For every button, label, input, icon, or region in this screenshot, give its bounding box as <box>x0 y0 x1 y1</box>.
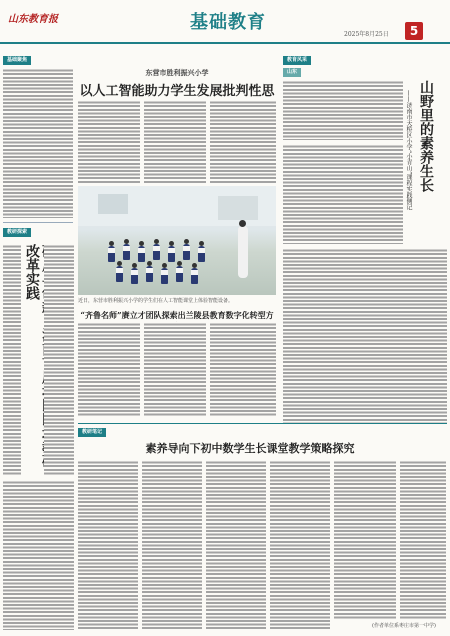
left-top-article-text <box>3 68 73 218</box>
right-feature-text-a <box>283 144 403 244</box>
main-kicker: 东营市胜利振兴小学 <box>145 68 209 77</box>
section-title: 基础教育 <box>190 12 266 33</box>
bottom-text-col1 <box>78 460 138 630</box>
sub-text-col2 <box>144 322 206 417</box>
bottom-text-col2 <box>142 460 202 630</box>
right-feature-title: 山野里的素养生长 <box>418 80 434 192</box>
left-bottom-text <box>3 480 74 630</box>
sub-text-col1 <box>78 322 140 417</box>
issue-date: 2025年8月25日 <box>344 31 389 38</box>
sub-text-col3 <box>210 322 276 417</box>
masthead <box>0 0 450 44</box>
right-feature-text-b <box>283 248 447 423</box>
main-text-col3 <box>210 100 276 184</box>
divider <box>78 423 447 424</box>
bottom-text-col5 <box>334 460 396 620</box>
classroom-photo <box>78 186 276 295</box>
bottom-text-col3 <box>206 460 266 630</box>
bottom-title: 素养导向下初中数学生长课堂教学策略探究 <box>145 442 355 455</box>
left-feature-title: 改革实践 <box>24 244 40 300</box>
right-feature-subtitle: ——济南市天桥区小学“小青山”课程实践侧记 <box>405 90 412 211</box>
page-number: 5 <box>405 22 423 40</box>
tag-right-top: 教育风采 <box>283 56 311 65</box>
photo-caption: 近日，东营市胜利振兴小学的学生们在人工智能课堂上体验智能设备。 <box>78 298 234 304</box>
tag-left-top: 基础聚焦 <box>3 56 31 65</box>
author-credit: (作者单位系枣庄市第一中学) <box>372 623 436 629</box>
left-feature-text <box>44 244 74 476</box>
sub-article-title: “齐鲁名师”赓立才团队探索出兰陵县教育数字化转型方 <box>80 310 274 320</box>
main-text-col1 <box>78 100 140 184</box>
divider <box>3 222 73 223</box>
bottom-text-col6 <box>400 460 446 620</box>
left-feature-lead <box>3 244 21 476</box>
main-title: 以人工智能助力学生发展批判性思 <box>79 84 275 99</box>
tag-right-sub: 山东 <box>283 68 301 77</box>
newspaper-logo: 山东教育报 <box>8 14 58 25</box>
tag-bottom: 教研笔记 <box>78 428 106 437</box>
tag-left-mid: 教研探索 <box>3 228 31 237</box>
bottom-text-col4 <box>270 460 330 630</box>
right-top-text <box>283 80 403 140</box>
main-text-col2 <box>144 100 206 184</box>
